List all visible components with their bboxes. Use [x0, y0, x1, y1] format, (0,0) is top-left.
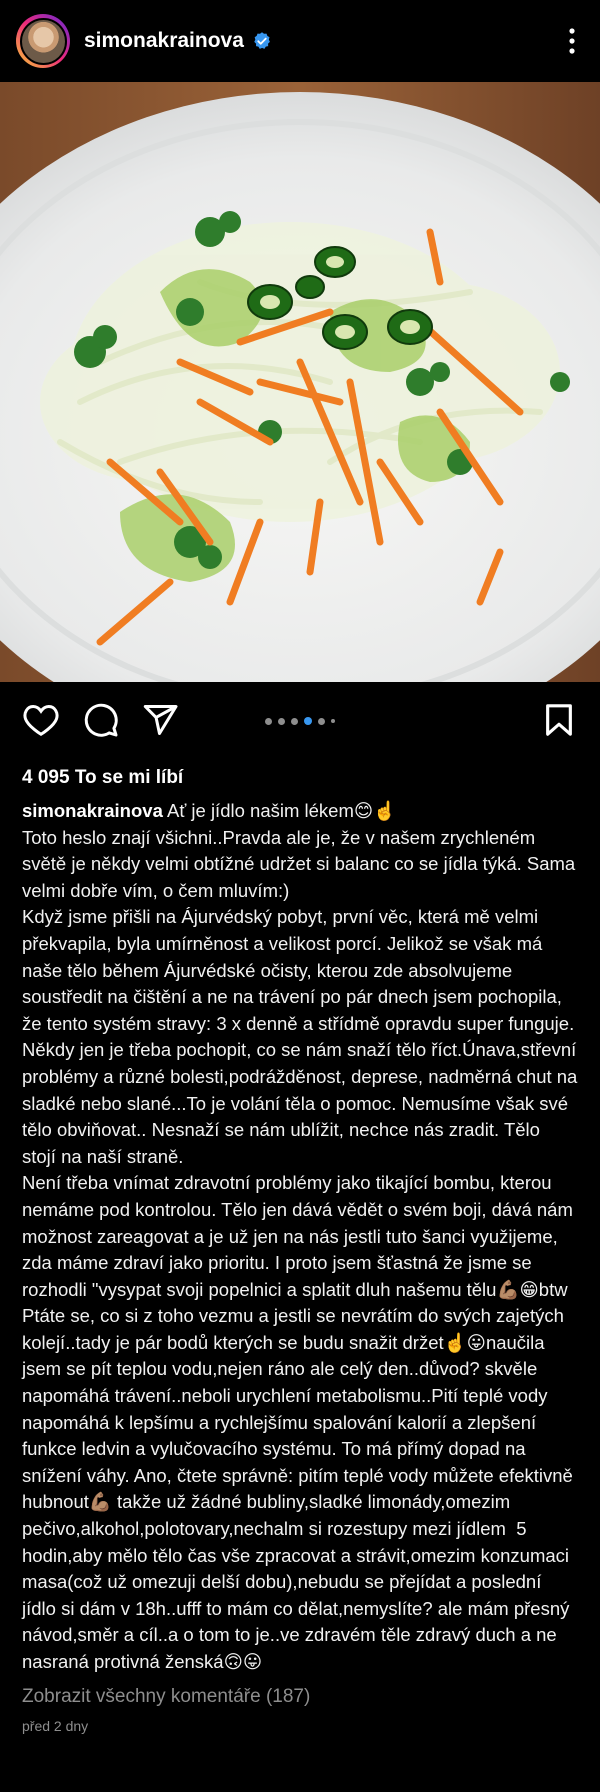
- carousel-dot: [331, 719, 335, 723]
- post-timestamp: před 2 dny: [22, 1717, 89, 1734]
- bookmark-icon[interactable]: [540, 701, 578, 739]
- caption-username[interactable]: simonakrainova: [22, 800, 163, 821]
- caption: [22, 798, 578, 1676]
- carousel-dot: [318, 718, 325, 725]
- username[interactable]: simonakrainova: [84, 29, 244, 52]
- avatar-image: [20, 18, 67, 65]
- avatar[interactable]: [16, 14, 70, 68]
- verified-badge-icon: [252, 31, 272, 51]
- view-comments-link[interactable]: Zobrazit všechny komentáře (187): [22, 1685, 311, 1707]
- heart-icon[interactable]: [22, 701, 60, 739]
- carousel-dot: [265, 718, 272, 725]
- post-header: [0, 0, 600, 82]
- username-group[interactable]: [84, 29, 272, 53]
- caption-text: Ať je jídlo našim lékem😊☝️ Toto heslo znají všichni..Pravda ale je, že v našem zrychleném světě je někdy velmi obtížné udržet si balanc co se jídla týká. Sama velmi dobře vím, o čem mluvím:) Když jsme přišli na Ájurvédský pobyt, první věc, která mě velmi překvapila, byla umírněnost a velikost porcí. Jelikož se však má naše tělo během Ájurvédské očisty, kterou zde absolvujeme soustředit na čištění a ne na trávení po pár dnech jsem pochopila, že tento systém stravy: 3 x denně a střídmě opravdu super funguje. Někdy jen je třeba pochopit, co se nám snaží tělo říct.Únava,střevní problémy a různé bolesti,podrážděnost, deprese, nadměrná chut na sladké nebo slané...To je volání těla o pomoc. Nemusíme však své tělo obviňovat.. Nesnaží se nám ublížit, nechce nás zradit. Tělo stojí na naší straně. Není třeba vnímat zdravotní problémy jako tikající bombu, kterou nemáme pod kontrolou. Tělo jen dává vědět o svém boji, dává nám možnost zareagovat a je už jen na nás jestli tuto šanci využijeme, zda máme zdraví jako prioritu. I proto jsem šťastná že jsme se rozhodli "vysypat svoji popelnici a splatit dluh našemu tělu💪🏽😁btw Ptáte se, co si z toho vezmu a jestli se nevrátím do svých zajetých kolejí..tady je pár bodů kterých se budu snažit držet☝️😛naučila jsem se pít teplou vodu,nejen ráno ale celý den..důvod? skvěle napomáhá trávení..neboli urychlení metabolismu..Pití teplé vody napomáhá k lepšímu a rychlejšímu spalování kalorií a zlepšení funkce ledvin a vylučovacího systému. To má přímý dopad na snížení váhy. Ano, čtete správně: pitím teplé vody můžete efektivně hubnout💪🏽 takže už žádné bubliny,sladké limonády,omezim pečivo,alkohol,polotovary,nechalm si rozestupy mezi jídlem 5 hodin,aby mělo tělo čas vše zpracovat a strávit,omezim konzumaci masa(což už omezuji delší dobu),nebudu se přejídat a poslední jídlo si dám v 18h..ufff to mám co dělat,nemyslíte? ale mám přesný návod,směr a cíl..a o tom to je..ve zdravém těle zdravý duch a ne nasraná protivná ženská🙃😛: [22, 800, 578, 1672]
- carousel-indicator: [265, 717, 335, 725]
- post-image[interactable]: [0, 82, 600, 682]
- carousel-dot-active: [304, 717, 312, 725]
- post-content: [0, 766, 600, 1734]
- comment-bubble-icon[interactable]: [82, 701, 120, 739]
- likes-count[interactable]: 4 095 To se mi líbí: [22, 767, 184, 788]
- paper-plane-icon[interactable]: [142, 701, 180, 739]
- more-vertical-icon[interactable]: [560, 23, 584, 59]
- action-bar: [0, 682, 600, 758]
- carousel-dot: [278, 718, 285, 725]
- carousel-dot: [291, 718, 298, 725]
